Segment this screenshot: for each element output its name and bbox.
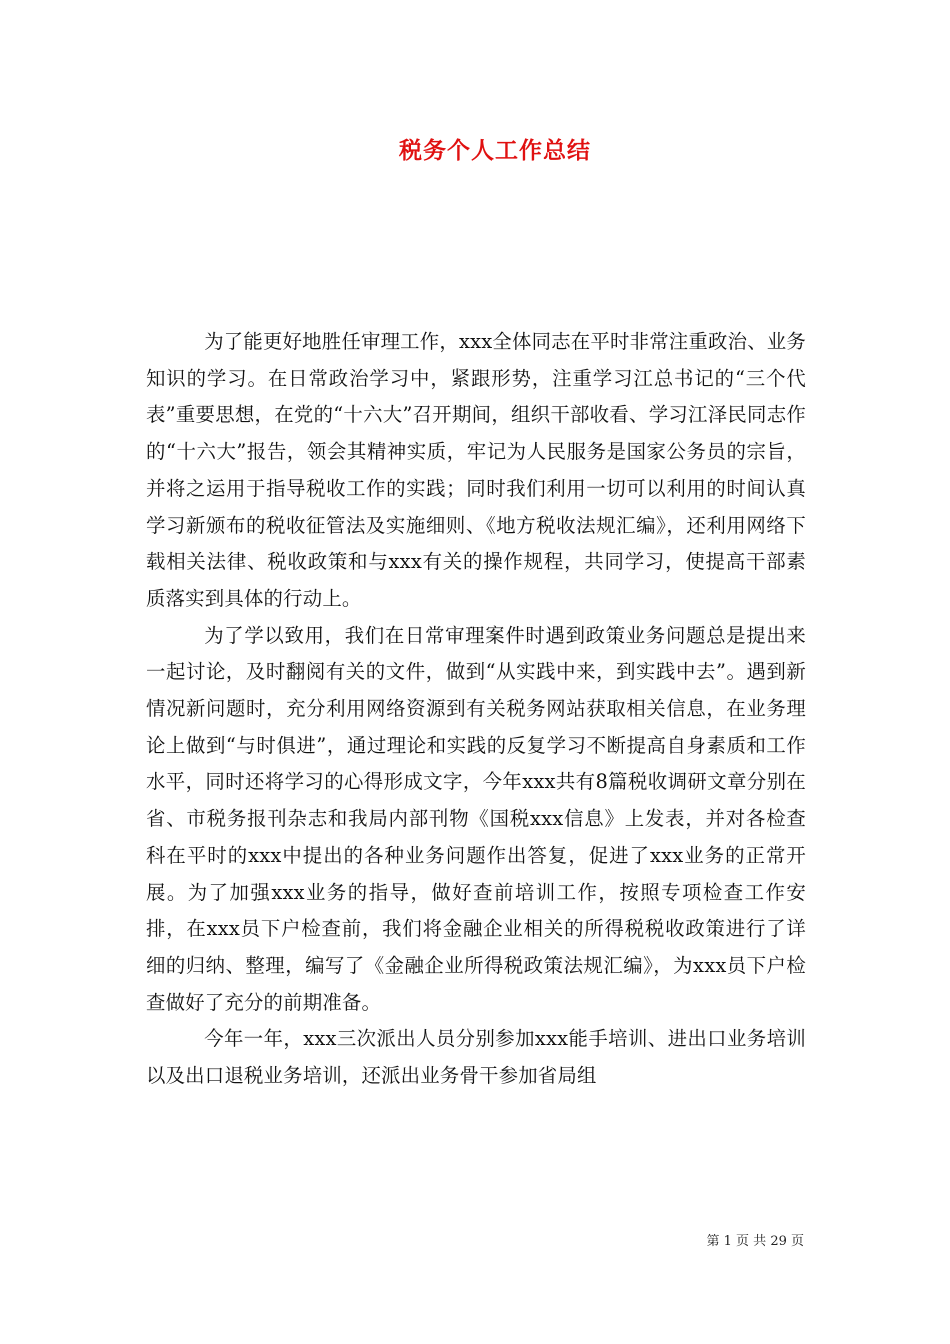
page-number-footer: 第 1 页 共 29 页 — [706, 1234, 804, 1249]
paragraph-1: 为了能更好地胜任审理工作，xxx全体同志在平时非常注重政治、业务知识的学习。在日常政治学习中，紧跟形势，注重学习江总书记的“三个代表”重要思想，在党的“十六大”召开期间，组织干部收看、学习江泽民同志作的“十六大”报告，领会其精神实质，牢记为人民服务是国家公务员的宗旨，并将之运用于指导税收工作的实践；同时我们利用一切可以利用的时间认真学习新颁布的税收征管法及实施细则、《地方税收法规汇编》，还利用网络下载相关法律、税收政策和与xxx有关的操作规程，共同学习，使提高干部素质落实到具体的行动上。 — [146, 330, 806, 610]
document-title: 税务个人工作总结 — [399, 138, 591, 164]
document-body — [146, 324, 806, 1095]
paragraph-2: 为了学以致用，我们在日常审理案件时遇到政策业务问题总是提出来一起讨论，及时翻阅有关的文件，做到“从实践中来，到实践中去”。遇到新情况新问题时，充分利用网络资源到有关税务网站获取相关信息，在业务理论上做到“与时俱进”，通过理论和实践的反复学习不断提高自身素质和工作水平，同时还将学习的心得形成文字，今年xxx共有8篇税收调研文章分别在省、市税务报刊杂志和我局内部刊物《国税xxx信息》上发表，并对各检查科在平时的xxx中提出的各种业务问题作出答复，促进了xxx业务的正常开展。为了加强xxx业务的指导，做好查前培训工作，按照专项检查工作安排，在xxx员下户检查前，我们将金融企业相关的所得税税收政策进行了详细的归纳、整理，编写了《金融企业所得税政策法规汇编》，为xxx员下户检查做好了充分的前期准备。 — [146, 623, 806, 1014]
paragraph-3: 今年一年，xxx三次派出人员分别参加xxx能手培训、进出口业务培训以及出口退税业务培训，还派出业务骨干参加省局组 — [146, 1027, 806, 1088]
